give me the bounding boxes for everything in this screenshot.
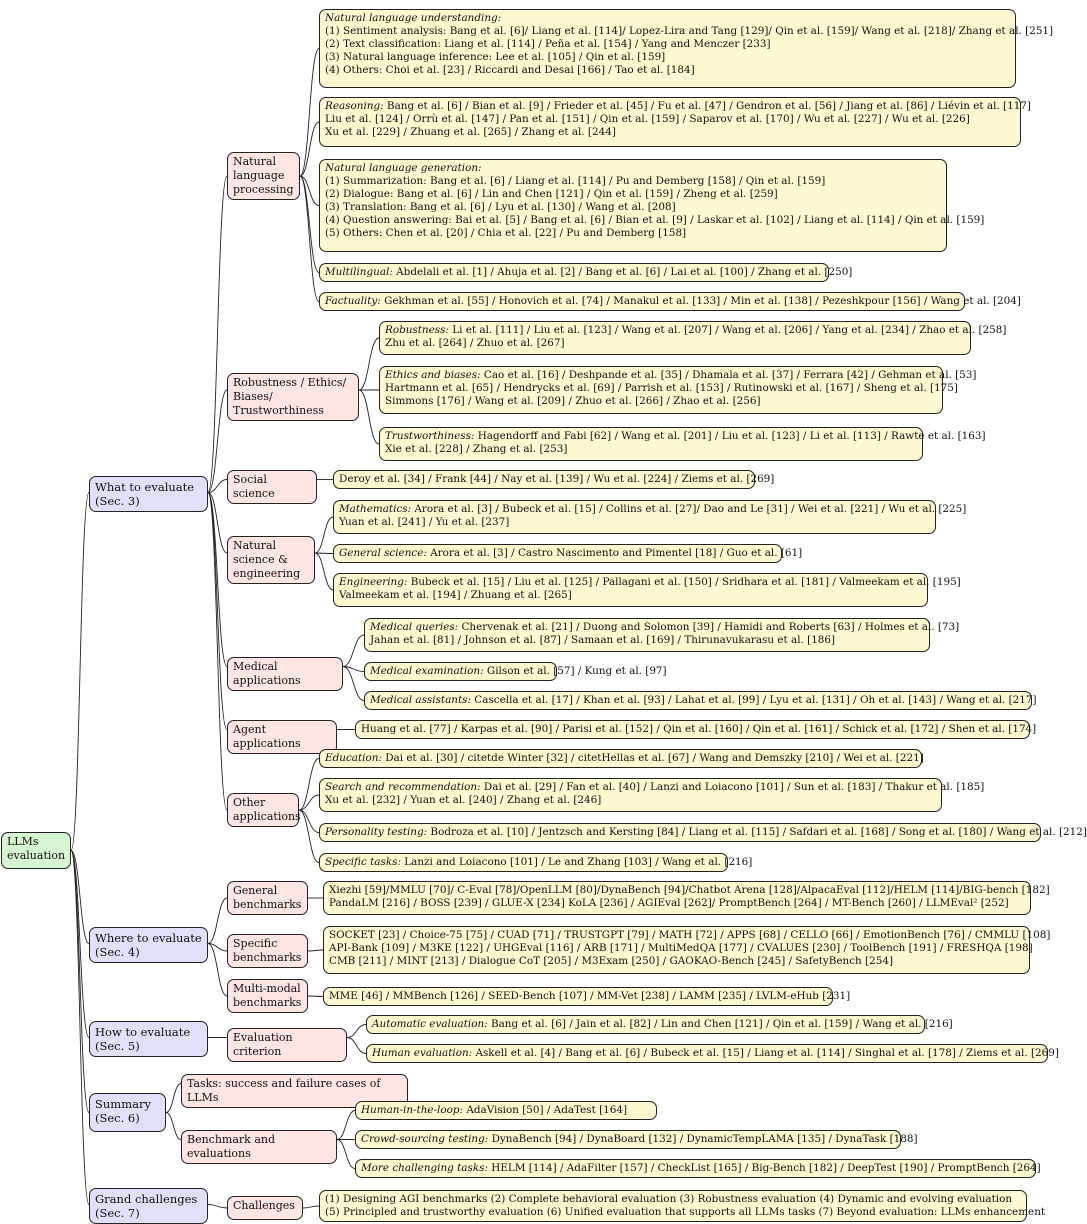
category-node: Grand challenges (Sec. 7) (89, 1188, 208, 1224)
edge-subcategory-leaf (337, 1140, 355, 1169)
reference-leaf (319, 159, 985, 252)
edge-category-subcategory (208, 1205, 227, 1209)
reference-line: Valmeekam et al. [194] / Zhuang et al. [265] (339, 589, 572, 602)
reference-text: Bang et al. [6] / Jain et al. [82] / Lin and Chen [121] / Qin et al. [159] / Wang et al. [216] (487, 1018, 953, 1030)
reference-topic: Crowd-sourcing testing: (361, 1133, 489, 1145)
reference-text: Dai et al. [30] / citetde Winter [32] / citetHellas et al. [67] / Wang and Demszky [210] / Wei et al. [221] (381, 752, 924, 764)
edge-subcategory-leaf (303, 1206, 319, 1208)
reference-leaf (323, 987, 851, 1006)
edge-category-subcategory (208, 944, 227, 952)
reference-line (372, 1047, 1059, 1060)
reference-topic: Ethics and biases: (385, 369, 481, 381)
reference-leaf (319, 823, 1087, 842)
reference-topic: Human-in-the-loop: (361, 1104, 464, 1116)
reference-line: (1) Designing AGI benchmarks (2) Complete behavioral evaluation (3) Robustness evaluation (4) Dynamic and evolving evaluation (325, 1193, 1013, 1205)
reference-line (325, 781, 985, 794)
reference-topic: Multilingual: (325, 266, 393, 278)
edge-category-subcategory (208, 493, 227, 730)
reference-text: Arora et al. [3] / Castro Nascimento and Pimentel [18] / Guo et al. [61] (426, 547, 803, 559)
reference-line: Xu et al. [229] / Zhuang et al. [265] / Zhang et al. [244] (325, 126, 616, 139)
reference-line: Xu et al. [232] / Yuan et al. [240] / Zhang et al. [246] (325, 794, 602, 807)
reference-topic: Robustness: (385, 324, 449, 336)
reference-topic: Reasoning: (325, 100, 384, 112)
edge-category-subcategory (208, 944, 227, 997)
edge-root-category (71, 493, 89, 851)
reference-line (339, 503, 967, 516)
reference-line: (5) Others: Chen et al. [20] / Chia et al. [22] / Pu and Demberg [158] (325, 227, 687, 240)
reference-line (370, 665, 667, 678)
reference-topic: Natural language generation: (325, 162, 482, 174)
reference-topic: Engineering: (339, 576, 408, 588)
reference-topic: Medical queries: (370, 621, 459, 633)
edge-category-subcategory (166, 1113, 181, 1140)
edge-subcategory-leaf (359, 338, 379, 390)
subcategory-node: General benchmarks (227, 881, 308, 915)
reference-leaf (333, 470, 775, 489)
edge-root-category (71, 851, 89, 1205)
reference-topic: Medical assistants: (370, 694, 471, 706)
reference-leaf (323, 926, 1051, 974)
edge-subcategory-leaf (315, 517, 333, 553)
reference-line (325, 12, 1010, 25)
edge-subcategory-leaf (315, 553, 333, 554)
reference-line: (4) Question answering: Bai et al. [5] / Bang et al. [6] / Bian et al. [9] / Laskar et al. [102] / Liang et al. [114] / Qin et al. [159] (325, 214, 985, 227)
reference-leaf (319, 263, 853, 282)
reference-line (325, 266, 853, 279)
reference-leaf (379, 427, 986, 461)
reference-leaf (366, 1015, 953, 1034)
reference-line: Zhu et al. [264] / Zhuo et al. [267] (385, 337, 565, 350)
reference-line (361, 1104, 651, 1117)
edge-category-subcategory (208, 898, 227, 944)
subcategory-node: Evaluation criterion (227, 1028, 347, 1062)
reference-line (325, 295, 1021, 308)
edge-subcategory-leaf (343, 635, 364, 667)
reference-line: (2) Dialogue: Bang et al. [6] / Lin and Chen [121] / Qin et al. [159] / Zheng et al. [259] (325, 188, 778, 201)
reference-text: (1) Sentiment analysis: Bang et al. [6]/ Liang et al. [114]/ Lopez-Lira and Tang [129]/ Qin et al. [159]/ Wang et al. [218]/ Zhang et al. [251] (325, 25, 1054, 38)
edge-category-subcategory (166, 1084, 181, 1113)
reference-topic: Factuality: (325, 295, 381, 307)
reference-leaf (355, 1159, 1041, 1178)
reference-leaf (355, 720, 1037, 739)
reference-line (361, 1162, 1041, 1175)
reference-text: Arora et al. [3] / Bubeck et al. [15] / Collins et al. [27]/ Dao and Le [31] / Wei et al. [221] / Wu et al. [225] (411, 503, 967, 515)
reference-leaf (364, 618, 960, 652)
subcategory-node: Natural science & engineering (227, 536, 315, 584)
reference-text: DynaBench [94] / DynaBoard [132] / DynamicTempLAMA [135] / DynaTask [188] (488, 1133, 918, 1145)
reference-line (372, 1018, 953, 1031)
edge-root-category (71, 851, 89, 1038)
reference-line (325, 25, 1054, 38)
edge-subcategory-leaf (300, 122, 319, 176)
reference-line: Deroy et al. [34] / Frank [44] / Nay et al. [139] / Wu et al. [224] / Ziems et al. [269] (339, 473, 775, 485)
edge-subcategory-leaf (300, 49, 319, 177)
reference-topic: Human evaluation: (372, 1047, 473, 1059)
reference-text: Gekhman et al. [55] / Honovich et al. [74] / Manakul et al. [133] / Min et al. [138] / Pezeshkpour [156] / Wang et al. [204] (380, 295, 1021, 307)
edge-subcategory-leaf (299, 810, 319, 833)
reference-line (370, 621, 960, 634)
reference-text: (1) Summarization: Bang et al. [6] / Liang et al. [114] / Pu and Demberg [158] / Qin et al. [159] (325, 175, 826, 188)
reference-line (325, 826, 1087, 839)
reference-text: Bodroza et al. [10] / Jentzsch and Kersting [84] / Liang et al. [115] / Safdari et al. [168] / Song et al. [180] / Wang et al. [212] (427, 826, 1087, 838)
reference-text: Cao et al. [16] / Deshpande et al. [35] / Dhamala et al. [37] / Ferrara [42] / Gehman et al. [53] (480, 369, 977, 381)
reference-line (361, 1133, 918, 1146)
reference-topic: Specific tasks: (325, 856, 401, 868)
reference-leaf (355, 1130, 918, 1149)
reference-topic: Automatic evaluation: (372, 1018, 488, 1030)
edge-subcategory-leaf (337, 1111, 355, 1140)
reference-line (385, 430, 986, 443)
reference-leaf (366, 1044, 1059, 1063)
reference-text: Dai et al. [29] / Fan et al. [40] / Lanzi and Loiacono [101] / Sun et al. [183] / Thakur et al. [185] (480, 781, 985, 793)
reference-line: Jahan et al. [81] / Johnson et al. [87] / Samaan et al. [169] / Thirunavukarasu et al. [186] (370, 634, 836, 647)
subcategory-node: Tasks: success and failure cases of LLMs (181, 1074, 408, 1108)
reference-line: (3) Translation: Bang et al. [6] / Lyu et al. [130] / Wang et al. [208] (325, 201, 676, 214)
reference-line: Liu et al. [124] / Orrù et al. [147] / Pan et al. [151] / Qin et al. [159] / Saparov et al. [170] / Wu et al. [227] / Wu et al. [226] (325, 113, 970, 126)
edge-subcategory-leaf (347, 1025, 366, 1038)
reference-leaf (323, 881, 1050, 915)
reference-topic: Medical examination: (370, 665, 484, 677)
reference-leaf (319, 853, 753, 872)
reference-text: Bang et al. [6] / Bian et al. [9] / Frieder et al. [45] / Fu et al. [47] / Gendron et al. [56] / Jiang et al. [86] / Liévin et al. [117] (383, 100, 1031, 112)
reference-line: MME [46] / MMBench [126] / SEED-Bench [107] / MM-Vet [238] / LAMM [235] / LVLM-eHub [231] (329, 990, 851, 1002)
edge-subcategory-leaf (300, 176, 319, 302)
reference-line (325, 100, 1031, 113)
reference-leaf (379, 366, 977, 414)
reference-line: Hartmann et al. [65] / Hendrycks et al. [69] / Parrish et al. [153] / Rutinowski et al. [167] / Sheng et al. [175] (385, 382, 958, 395)
reference-text: HELM [114] / AdaFilter [157] / CheckList [165] / Big-Bench [182] / DeepTest [190] / PromptBench [264] (487, 1162, 1041, 1174)
edge-subcategory-leaf (315, 553, 333, 590)
reference-line (339, 576, 961, 589)
reference-line (385, 324, 1007, 337)
reference-line (325, 175, 941, 188)
reference-leaf (333, 573, 961, 607)
reference-line: SOCKET [23] / Choice-75 [75] / CUAD [71] / TRUSTGPT [79] / MATH [72] / APPS [68] / CELLO [66] / EmotionBench [76] / CMMLU [108] (329, 929, 1051, 941)
reference-text: Askell et al. [4] / Bang et al. [6] / Bubeck et al. [15] / Liang et al. [114] / Singhal et al. [178] / Ziems et al. [269] (472, 1047, 1059, 1059)
reference-text: AdaVision [50] / AdaTest [164] (463, 1104, 628, 1116)
reference-line: CMB [211] / MINT [213] / Dialogue CoT [205] / M3Exam [250] / GAOKAO-Bench [245] / SafetyBench [254] (329, 955, 893, 968)
subcategory-node: Agent applications (227, 720, 337, 754)
reference-line: API-Bank [109] / M3KE [122] / UHGEval [116] / ARB [171] / MultiMedQA [177] / CVALUES [230] / ToolBench [191] / FRESHQA [198] (329, 942, 1033, 955)
subcategory-node: Medical applications (227, 657, 343, 691)
root-node: LLMs evaluation (1, 832, 71, 869)
reference-leaf (355, 1101, 657, 1120)
reference-line: Xiezhi [59]/MMLU [70]/ C-Eval [78]/OpenLLM [80]/DynaBench [94]/Chatbot Arena [128]/AlpacaEval [112]/HELM [114]/BIG-bench [182] (329, 884, 1050, 896)
reference-text: Cascella et al. [17] / Khan et al. [93] / Lahat et al. [99] / Lyu et al. [131] / Oh et al. [143] / Wang et al. [217] (471, 694, 1037, 706)
reference-topic: Personality testing: (325, 826, 428, 838)
subcategory-node: Specific benchmarks (227, 934, 308, 968)
reference-line: Huang et al. [77] / Karpas et al. [90] / Parisi et al. [152] / Qin et al. [160] / Qin et al. [161] / Schick et al. [172] / Shen et al. [174] (361, 723, 1037, 735)
reference-leaf (379, 321, 1007, 355)
reference-topic: General science: (339, 547, 427, 559)
subcategory-node: Multi-modal benchmarks (227, 979, 308, 1013)
reference-line: Simmons [176] / Wang et al. [209] / Zhuo et al. [266] / Zhao et al. [256] (385, 395, 761, 408)
reference-line (325, 162, 941, 175)
category-node: What to evaluate (Sec. 3) (89, 476, 208, 512)
edge-subcategory-leaf (308, 996, 323, 997)
reference-line: (4) Others: Choi et al. [23] / Riccardi and Desai [166] / Tao et al. [184] (325, 64, 695, 77)
subcategory-node: Benchmark and evaluations (181, 1130, 337, 1164)
reference-leaf (319, 1190, 1046, 1222)
category-node: Where to evaluate (Sec. 4) (89, 927, 208, 963)
reference-line (325, 856, 753, 869)
reference-line: PandaLM [216] / BOSS [239] / GLUE-X [234] KoLA [236] / AGIEval [262]/ PromptBench [264] / MT-Bench [260] / LLMEval² [252] (329, 897, 1009, 910)
reference-leaf (333, 544, 803, 563)
reference-line (385, 369, 977, 382)
reference-text: Chervenak et al. [21] / Duong and Solomon [39] / Hamidi and Roberts [63] / Holmes et al. [73] (458, 621, 960, 633)
edge-subcategory-leaf (299, 810, 319, 863)
subcategory-node: Robustness / Ethics/ Biases/ Trustworthiness (227, 373, 359, 421)
reference-line: Yuan et al. [241] / Yu et al. [237] (339, 516, 510, 529)
reference-text: Lanzi and Loiacono [101] / Le and Zhang [103] / Wang et al. [216] (400, 856, 753, 868)
reference-text: Gilson et al. [57] / Kung et al. [97] (483, 665, 667, 677)
reference-line (370, 694, 1037, 707)
reference-text: Abdelali et al. [1] / Ahuja et al. [2] / Bang et al. [6] / Lai et al. [100] / Zhang et al. [250] (392, 266, 853, 278)
reference-line (325, 752, 924, 765)
subcategory-node: Challenges (227, 1196, 303, 1220)
edge-subcategory-leaf (359, 390, 379, 444)
reference-leaf (364, 662, 667, 681)
reference-line (339, 547, 803, 560)
subcategory-node: Social science (227, 470, 317, 504)
reference-text: Bubeck et al. [15] / Liu et al. [125] / Pallagani et al. [150] / Sridhara et al. [181] / Valmeekam et al. [195] (407, 576, 961, 588)
reference-line: (2) Text classification: Liang et al. [114] / Peña et al. [154] / Yang and Menczer [233] (325, 38, 771, 51)
reference-leaf (319, 749, 922, 768)
edge-category-subcategory (208, 390, 227, 493)
reference-topic: Search and recommendation: (325, 781, 481, 793)
reference-leaf (333, 500, 967, 534)
reference-text: Hagendorff and Fabi [62] / Wang et al. [201] / Liu et al. [123] / Li et al. [113] / Rawte et al. [163] (474, 430, 986, 442)
subcategory-node: Natural language processing (227, 152, 300, 200)
reference-leaf (319, 9, 1054, 88)
reference-topic: Education: (325, 752, 382, 764)
edge-subcategory-leaf (308, 950, 323, 951)
reference-leaf (319, 97, 1031, 147)
reference-leaf (319, 778, 985, 812)
reference-line: Xie et al. [228] / Zhang et al. [253] (385, 443, 568, 456)
reference-text: Li et al. [111] / Liu et al. [123] / Wang et al. [207] / Wang et al. [206] / Yang et al. [234] / Zhao et al. [258] (448, 324, 1007, 336)
reference-line: (3) Natural language inference: Lee et al. [105] / Qin et al. [159] (325, 51, 666, 64)
edge-subcategory-leaf (347, 1038, 366, 1054)
reference-leaf (364, 691, 1037, 710)
category-node: How to evaluate (Sec. 5) (89, 1021, 208, 1057)
edge-root-category (71, 851, 89, 1113)
reference-topic: Mathematics: (339, 503, 412, 515)
reference-topic: More challenging tasks: (361, 1162, 488, 1174)
category-node: Summary (Sec. 6) (89, 1093, 166, 1132)
reference-line: (5) Principled and trustworthy evaluation (6) Unified evaluation that supports all LLMs tasks (7) Beyond evaluation: LLMs enhancement (325, 1206, 1046, 1219)
reference-topic: Trustworthiness: (385, 430, 475, 442)
edge-category-subcategory (208, 493, 227, 811)
reference-leaf (319, 292, 1021, 311)
reference-topic: Natural language understanding: (325, 12, 502, 24)
subcategory-node: Other applications (227, 793, 299, 827)
